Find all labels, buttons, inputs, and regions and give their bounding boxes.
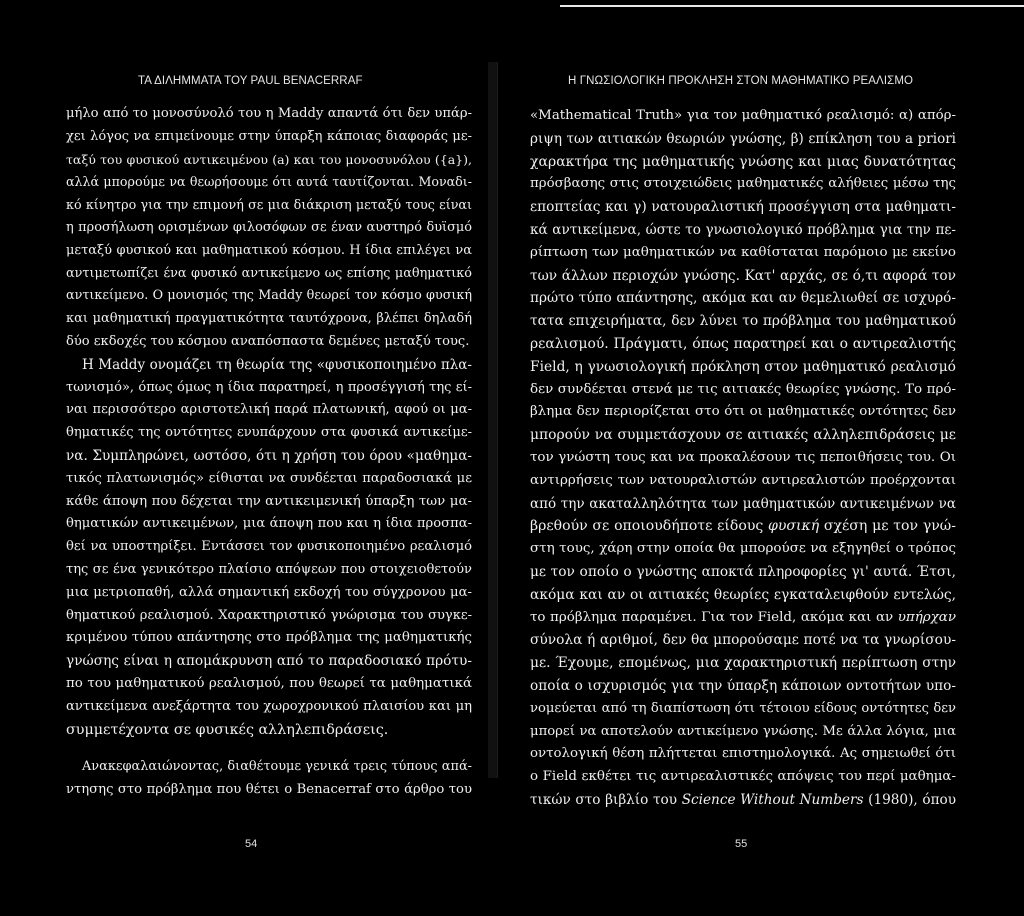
text-line: ρίπτωση των μαθηματικών να καθίσταται παρόμοιο με εκείνο [530,244,956,260]
text-line: με. Έχουμε, επομένως, μια χαρακτηριστική περίπτωση στην [530,655,956,672]
text-line: πρώτο τύπο απάντησης, ακόμα και αν θεμελιωθεί σε ισχυρό- [530,290,956,307]
text-line: ριψη των αιτιακών θεωριών γνώσης, β) επίκληση του a priori [530,130,956,147]
text-line: οντολογική θέση πλήττεται επιστημολογικά. Ας σημειωθεί ότι [530,746,956,762]
text-line: ακόμα και αν οι αιτιακές θεωρίες εγκαταλειφθούν εντελώς, [530,586,956,603]
text-line: και μαθηματική πραγματικότητα ταυτόχρονα, βλέπει δηλαδή [66,311,472,327]
text-line: τον γνώστη τους και να προκαλέσουν τις πεποιθήσεις του. Οι [530,449,956,465]
text-line: εποπτείας και γ) νατουραλιστική προσέγγιση στα μαθηματι- [530,199,956,216]
text-line: τατα επιχειρήματα, δεν λύνει το πρόβλημα του μαθηματικού [530,313,956,330]
text-line: Η Maddy ονομάζει τη θεωρία της «φυσικοποιημένο πλα- [82,356,472,373]
text-line: κάθε άποψη που δέχεται την αντικειμενική ύπαρξη των μα- [66,493,472,509]
text-line: θεί να υποστηρίξει. Εντάσσει τον φυσικοποιημένο ρεαλισμό [66,539,472,555]
text-line: οποία ο ισχυρισμός για την ύπαρξη κάποιων οντοτήτων υπο- [530,677,956,694]
text-line: δεν συνδέεται στενά με τις αιτιακές θεωρίες γνώσης. Το πρό- [530,381,956,397]
right-page [500,0,1024,916]
text-line: αντικείμενο. Ο μονισμός της Maddy θεωρεί τον κόσμο φυσική [66,288,472,304]
text-line: μεταξύ φυσικού και μαθηματικού κόσμου. Η ίδια επιλέγει να [66,242,472,258]
text-line: μήλο από το μονοσύνολό του η Maddy απαντά ότι δεν υπάρ- [66,106,472,121]
text-line: γνώσης είναι η απομάκρυνση από το παραδοσιακό πρότυ- [66,653,472,670]
text-line: να. Συμπληρώνει, ωστόσο, ότι η χρήση του όρου «μαθημα- [66,447,472,464]
text-line: μια μετριοπαθή, αλλά σημαντική εκδοχή του σύγχρονου μα- [66,584,472,600]
left-running-head: ΤΑ ΔΙΛΗΜΜΑΤΑ ΤΟΥ PAUL BENACERRAF [138,75,363,87]
text-line: κριμένου τύπου απάντησης στο πρόβλημα της μαθηματικής [66,630,472,646]
text-line: χαρακτήρα της μαθηματικής γνώσης και μιας δυνατότητας [530,153,956,170]
text-line: θηματικές της οντότητες ενυπάρχουν στα φυσικά αντικείμε- [66,425,472,441]
text-line: τωνισμό», όπως όμως η ίδια παρατηρεί, η προσέγγισή της εί- [66,379,472,395]
paragraph-gap [66,741,472,756]
text-line: ναι περισσότερο αριστοτελική παρά πλατωνική, αφού οι μα- [66,402,472,418]
left-body-text [66,103,472,802]
text-line: τικών στο βιβλίο του Science Without Numbers (1980), όπου [530,791,956,808]
text-line: αντιρρήσεις των νατουραλιστών αντιρεαλιστών προέρχονται [530,472,956,488]
text-line: δύο εκδοχές του κόσμου αναπόσπαστα δεμένες μεταξύ τους. [66,333,470,349]
text-line: Ανακεφαλαιώνοντας, διαθέτουμε γενικά τρεις τύπους απά- [82,759,472,775]
text-line: το πρόβλημα παραμένει. Για τον Field, ακόμα και αν υπήρχαν [530,609,956,625]
text-line: κό κίνητρο για την επιμονή σε μια διάκριση μεταξύ τους είναι [66,197,472,213]
text-line: των άλλων περιοχών γνώσης. Κατ' αρχάς, σε ό,τι αφορά τον [530,267,956,284]
text-line: αντικείμενα ανεξάρτητα του χωροχρονικού πλαισίου και μη [66,698,472,714]
text-line: «Mathematical Truth» για τον μαθηματικό ρεαλισμό: α) απόρ- [530,108,956,123]
text-line: από την ακαταλληλότητα των μαθηματικών αντικειμένων να [530,495,956,512]
text-line: μπορούν να συμμετάσχουν σε αιτιακές αλληλεπιδράσεις με [530,427,956,444]
text-line: πο του μαθηματικού ρεαλισμού, που θεωρεί τα μαθηματικά [66,675,472,691]
left-page-number: 54 [245,838,258,850]
text-line: κά αντικείμενα, ώστε το γνωσιολογικό πρόβλημα για την πε- [530,221,956,238]
text-line: ρεαλισμού. Πράγματι, όπως παρατηρεί και ο αντιρεαλιστής [530,335,956,352]
text-line: Field, η γνωσιολογική πρόκληση στον μαθηματικό ρεαλισμό [530,358,956,375]
text-line: πρόσβασης στις στοιχειώδεις μαθηματικές αλήθειες μέσω της [530,176,956,192]
text-line: νομεύεται από τη διαπίστωση ότι τέτοιου είδους οντότητες δεν [530,700,956,716]
text-line: αλλά μπορούμε να θεωρήσουμε ότι αυτά ταυτίζονται. Μοναδι- [66,174,472,190]
text-line: ντησης στο πρόβλημα που θέτει ο Benacerraf στο άρθρο του [66,782,472,798]
right-running-head: Η ΓΝΩΣΙΟΛΟΓΙΚΗ ΠΡΟΚΛΗΣΗ ΣΤΟΝ ΜΑΘΗΜΑΤΙΚΟ ΡΕΑΛΙΣΜΟ [568,75,914,87]
text-line: της σε ένα γενικότερο πλαίσιο απόψεων που στοιχειοθετούν [66,561,472,577]
text-line: αντιμετωπίζει ένα φυσικό αντικείμενο ως επίσης μαθηματικό [66,265,472,281]
text-line: συμμετέχοντα σε φυσικές αλληλεπιδράσεις. [66,721,389,738]
text-line: η προσήλωση ορισμένων φιλοσόφων σε έναν αυστηρό δυϊσμό [66,219,472,235]
right-body-text [530,105,956,812]
text-line: θηματικών αντικειμένων, μια άποψη που και η ίδια προσπα- [66,516,472,532]
text-line: ταξύ του φυσικού αντικειμένου (a) και του μονοσυνόλου ({a}), [66,151,472,167]
text-line: στη τους, χάρη στην οποία θα μπορούσε να εξηγηθεί ο τρόπος [530,541,956,557]
text-line: ο Field εκθέτει τις αντιρεαλιστικές απόψεις του περί μαθημα- [530,769,956,785]
text-line: τικός πλατωνισμός» είθισται να συνδέεται παραδοσιακά με [66,470,472,486]
text-line: μπορεί να αποτελούν αντικείμενο γνώσης. Με άλλα λόγια, μια [530,723,956,739]
text-line: βρεθούν σε οποιουδήποτε είδους φυσική σχέση με τον γνώ- [530,518,956,535]
right-page-number: 55 [735,838,748,850]
text-line: χει λόγος να επιμείνουμε στην ύπαρξη κάποιας διαφοράς με- [66,128,472,144]
text-line: με τον οποίο ο γνώστης αποκτά πληροφορίες γι' αυτά. Έτσι, [530,563,956,580]
text-line: βλημα δεν περιορίζεται στο ότι οι μαθηματικές οντότητες δεν [530,404,956,420]
text-line: σύνολα ή αριθμοί, δεν θα μπορούσαμε ποτέ να τα γνωρίσου- [530,632,956,649]
text-line: θηματικού ρεαλισμού. Χαρακτηριστικό γνώρισμα του συγκε- [66,607,472,623]
left-page [0,0,500,916]
